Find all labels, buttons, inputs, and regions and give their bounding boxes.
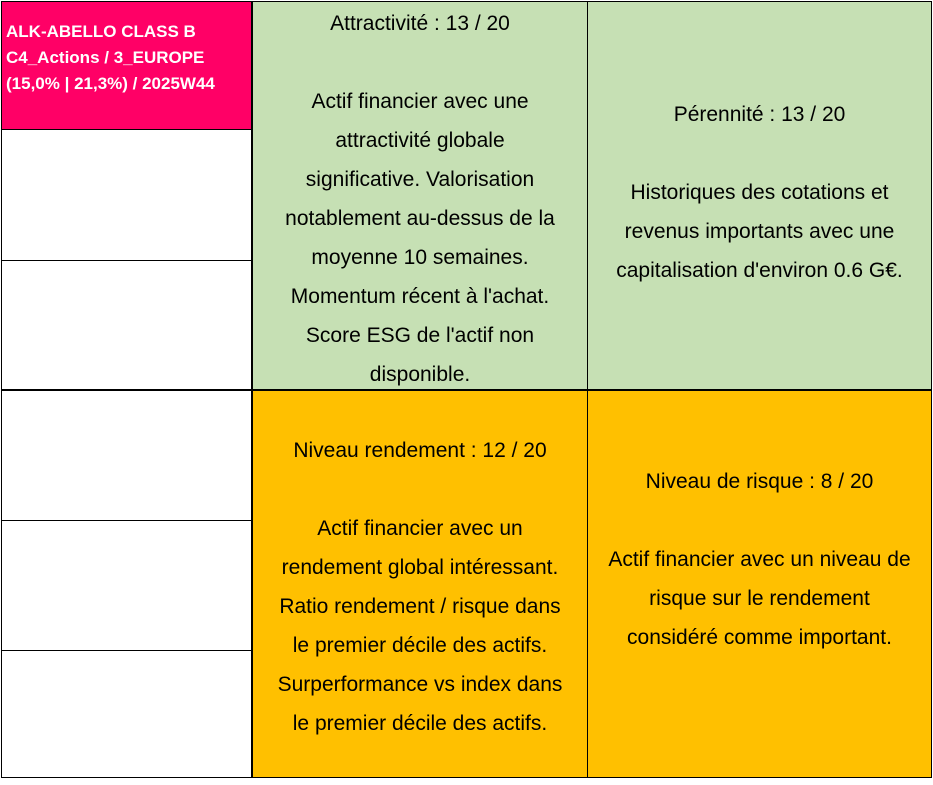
rendement-title: Niveau rendement : 12 / 20: [293, 439, 547, 462]
risque-cell[interactable]: [587, 390, 932, 778]
rendement-cell[interactable]: [252, 390, 588, 778]
empty-cell[interactable]: [1, 390, 252, 521]
asset-category: C4_Actions / 3_EUROPE: [6, 48, 205, 67]
risque-title: Niveau de risque : 8 / 20: [645, 469, 874, 493]
asset-stats: (15,0% | 21,3%) / 2025W44: [6, 74, 215, 93]
attractivite-title: Attractivité : 13 / 20: [330, 12, 510, 35]
attractivite-cell[interactable]: [252, 1, 588, 390]
asset-header-cell[interactable]: [1, 1, 252, 130]
perennite-title: Pérennité : 13 / 20: [673, 103, 846, 126]
attractivite-text: Actif financier avec une attractivité globale significative. Valorisation notablement au-dessus de la moyenne 10 semaines. Momentum récent à l'achat. Score ESG de l'actif non disponible.: [285, 90, 555, 386]
perennite-cell[interactable]: [587, 1, 932, 390]
asset-name: ALK-ABELLO CLASS B: [6, 22, 196, 41]
empty-cell[interactable]: [1, 129, 252, 261]
empty-cell[interactable]: [1, 260, 252, 390]
risque-text: Actif financier avec un niveau de risque sur le rendement considéré comme important.: [608, 547, 911, 649]
empty-cell[interactable]: [1, 520, 252, 651]
empty-cell[interactable]: [1, 650, 252, 778]
rendement-text: Actif financier avec un rendement global intéressant. Ratio rendement / risque dans le premier décile des actifs. Surperformance vs index dans le premier décile des actifs.: [277, 517, 563, 735]
perennite-text: Historiques des cotations et revenus importants avec une capitalisation d'environ 0.6 G€.: [616, 181, 903, 282]
